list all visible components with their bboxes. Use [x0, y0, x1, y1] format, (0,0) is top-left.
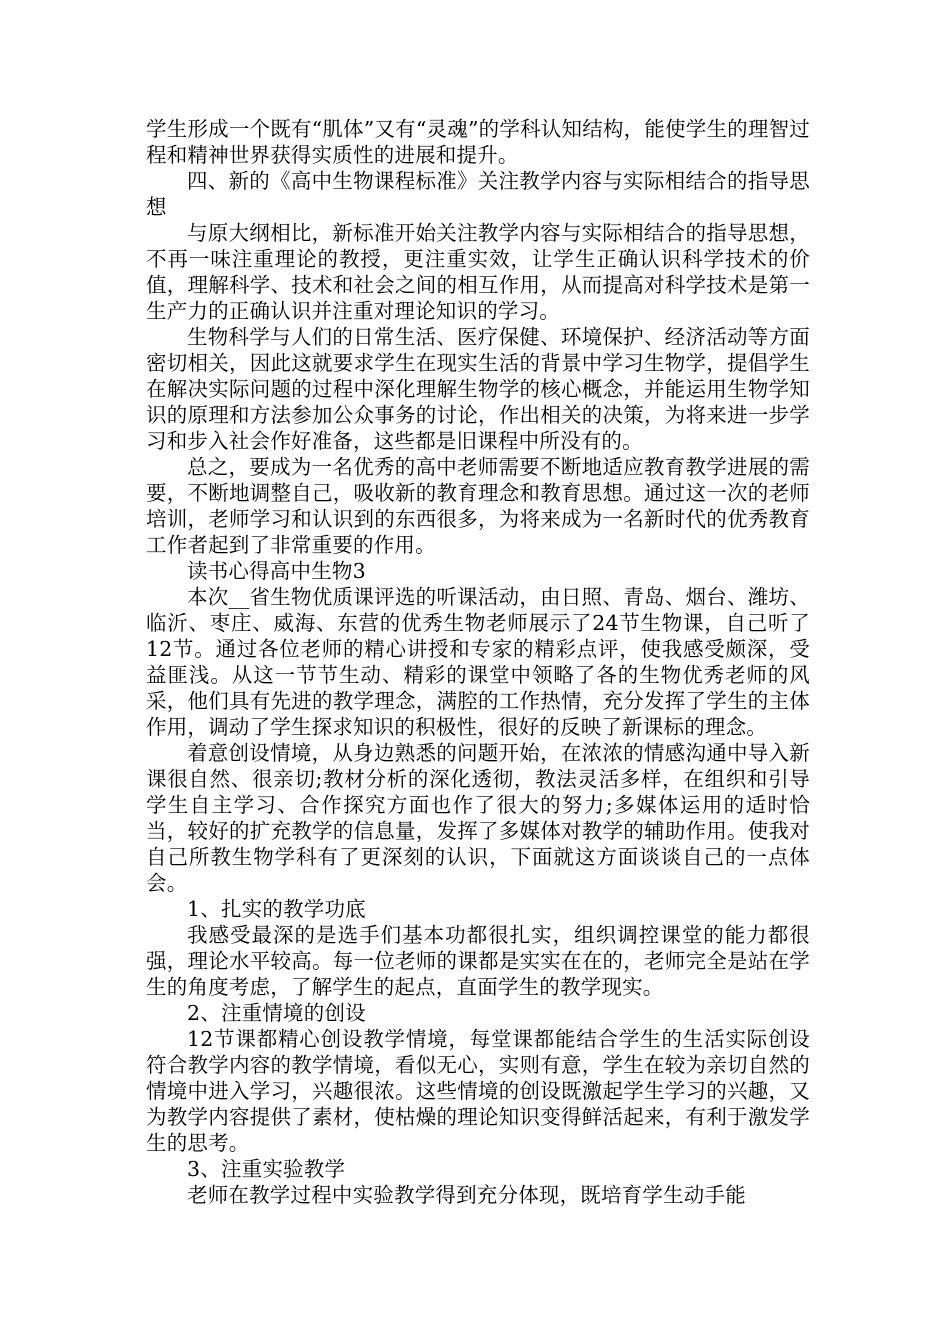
article-title: 读书心得高中生物3 [187, 559, 366, 583]
paragraph: 12节课都精心创设教学情境，每堂课都能结合学生的生活实际创设符合教学内容的教学情境，看似无心，实则有意，学生在较为亲切自然的情境中进入学习，兴趣很浓。这些情境的创设既激起学生学习的兴趣，又为教学内容提供了素材，使枯燥的理论知识变得鲜活起来，有利于激发学生的思考。 [146, 1027, 810, 1155]
section-heading: 四、新的《高中生物课程标准》关注教学内容与实际相结合的指导思想 [146, 169, 810, 219]
paragraph: 学生形成一个既有“肌体”又有“灵魂”的学科认知结构，能使学生的理智过程和精神世界获得实质性的进展和提升。 [146, 117, 810, 167]
section-heading: 2、注重情境的创设 [187, 1001, 366, 1025]
paragraph: 本次__省生物优质课评选的听课活动，由日照、青岛、烟台、潍坊、临沂、枣庄、威海、东营的优秀生物老师展示了24节生物课，自己听了12节。通过各位老师的精心讲授和专家的精彩点评，使我感受颇深，受益匪浅。从这一节节生动、精彩的课堂中领略了各的生物优秀老师的风采，他们具有先进的教学理念，满腔的工作热情，充分发挥了学生的主体作用，调动了学生探求知识的积极性，很好的反映了新课标的理念。 [146, 585, 810, 739]
paragraph: 老师在教学过程中实验教学得到充分体现，既培育学生动手能 [187, 1183, 746, 1207]
paragraph: 着意创设情境，从身边熟悉的问题开始，在浓浓的情感沟通中导入新课很自然、很亲切;教材分析的深化透彻，教法灵活多样，在组织和引导学生自主学习、合作探究方面也作了很大的努力;多媒体运用的适时恰当，较好的扩充教学的信息量，发挥了多媒体对教学的辅助作用。使我对自己所教生物学科有了更深刻的认识，下面就这方面谈谈自己的一点体会。 [146, 741, 810, 895]
document-body [146, 116, 810, 1208]
section-heading: 3、注重实验教学 [187, 1157, 346, 1181]
paragraph: 生物科学与人们的日常生活、医疗保健、环境保护、经济活动等方面密切相关，因此这就要求学生在现实生活的背景中学习生物学，提倡学生在解决实际问题的过程中深化理解生物学的核心概念，并能运用生物学知识的原理和方法参加公众事务的讨论，作出相关的决策，为将来进一步学习和步入社会作好准备，这些都是旧课程中所没有的。 [146, 325, 810, 453]
section-heading: 1、扎实的教学功底 [187, 897, 366, 921]
paragraph: 与原大纲相比，新标准开始关注教学内容与实际相结合的指导思想，不再一味注重理论的教授，更注重实效，让学生正确认识科学技术的价值，理解科学、技术和社会之间的相互作用，从而提高对科学技术是第一生产力的正确认识并注重对理论知识的学习。 [146, 221, 810, 323]
paragraph: 我感受最深的是选手们基本功都很扎实，组织调控课堂的能力都很强，理论水平较高。每一位老师的课都是实实在在的，老师完全是站在学生的角度考虑，了解学生的起点，直面学生的教学现实。 [146, 923, 810, 999]
paragraph: 总之，要成为一名优秀的高中老师需要不断地适应教育教学进展的需要，不断地调整自己，吸收新的教育理念和教育思想。通过这一次的老师培训，老师学习和认识到的东西很多，为将来成为一名新时代的优秀教育工作者起到了非常重要的作用。 [146, 455, 810, 557]
